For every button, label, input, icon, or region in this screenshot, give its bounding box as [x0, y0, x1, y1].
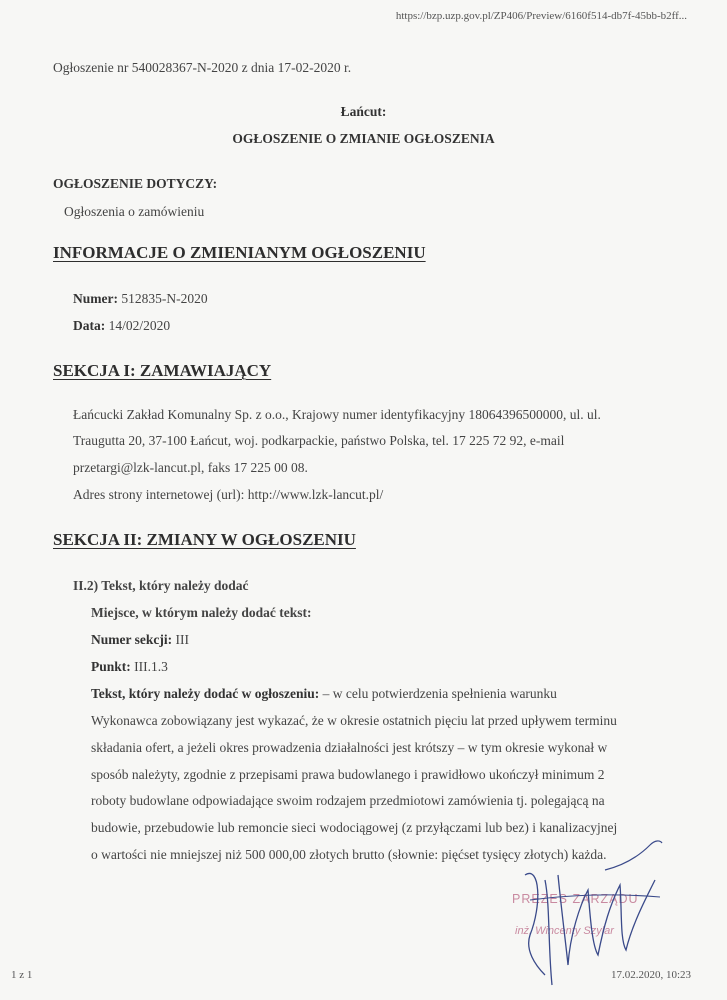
- announcement-number: Ogłoszenie nr 540028367-N-2020 z dnia 17-02-2020 r.: [53, 60, 352, 75]
- section2-heading: SEKCJA II: ZMIANY W OGŁOSZENIU: [53, 530, 356, 549]
- number-line: [73, 291, 208, 307]
- date-label: Data:: [73, 318, 106, 333]
- stamp-name: inż. Wincenty Szylar: [515, 925, 614, 937]
- number-label: Numer:: [73, 291, 118, 306]
- text-to-add-line: [91, 686, 557, 702]
- section1-line: Adres strony internetowej (url): http://www.lzk-lancut.pl/: [73, 487, 384, 502]
- stamp-title: PREZES ZARZĄDU: [512, 892, 639, 906]
- point-label: Punkt:: [91, 659, 131, 674]
- city-heading: Łańcut:: [340, 104, 387, 119]
- text-to-add-line: roboty budowlane odpowiadające swoim rodzajem przedmiotowi zamówienia tj. polegającą na: [91, 793, 605, 808]
- section-number-line: [91, 632, 189, 648]
- text-to-add-label: Tekst, który należy dodać w ogłoszeniu:: [91, 686, 320, 701]
- changed-info-heading: INFORMACJE O ZMIENIANYM OGŁOSZENIU: [53, 243, 426, 262]
- place-label: Miejsce, w którym należy dodać tekst:: [91, 605, 312, 620]
- print-datetime: 17.02.2020, 10:23: [610, 969, 691, 981]
- section1-line: przetargi@lzk-lancut.pl, faks 17 225 00 08.: [73, 460, 308, 475]
- date-line: [73, 318, 170, 334]
- date-value: 14/02/2020: [108, 318, 171, 333]
- document-title: OGŁOSZENIE O ZMIANIE OGŁOSZENIA: [232, 131, 495, 146]
- text-to-add-line: składania ofert, a jeżeli okres prowadzenia działalności jest krótszy – w tym okresie wykonał w: [91, 740, 608, 755]
- text-to-add-first: – w celu potwierdzenia spełnienia warunku: [319, 686, 557, 701]
- page-url: https://bzp.uzp.gov.pl/ZP406/Preview/6160f514-db7f-45bb-b2ff...: [395, 10, 687, 22]
- number-value: 512835-N-2020: [121, 291, 208, 306]
- point-line: [91, 659, 168, 675]
- text-to-add-line: o wartości nie mniejszej niż 500 000,00 złotych brutto (słownie: pięćset tysięcy złotych) każda.: [91, 847, 607, 862]
- handwritten-flourish: [600, 835, 670, 875]
- section1-line: Traugutta 20, 37-100 Łańcut, woj. podkarpackie, państwo Polska, tel. 17 225 72 92, e-mail: [73, 433, 565, 448]
- section1-line: Łańcucki Zakład Komunalny Sp. z o.o., Krajowy numer identyfikacyjny 18064396500000, ul. ul.: [73, 407, 601, 422]
- section2-subheading: II.2) Tekst, który należy dodać: [73, 578, 249, 593]
- point-value: III.1.3: [134, 659, 168, 674]
- section-number-value: III: [175, 632, 189, 647]
- text-to-add-line: budowie, przebudowie lub remoncie sieci wodociągowej (z przyłączami lub bez) i kanalizacyjnej: [91, 820, 618, 835]
- text-to-add-line: Wykonawca zobowiązany jest wykazać, że w okresie ostatnich pięciu lat przed upływem terminu: [91, 713, 617, 728]
- page-counter: 1 z 1: [11, 969, 33, 981]
- concerns-label: OGŁOSZENIE DOTYCZY:: [53, 176, 218, 191]
- section1-heading: SEKCJA I: ZAMAWIAJĄCY: [53, 361, 272, 380]
- concerns-value: Ogłoszenia o zamówieniu: [64, 204, 205, 219]
- section-number-label: Numer sekcji:: [91, 632, 173, 647]
- text-to-add-line: sposób należyty, zgodnie z przepisami prawa budowlanego i prawidłowo ukończył minimum 2: [91, 767, 605, 782]
